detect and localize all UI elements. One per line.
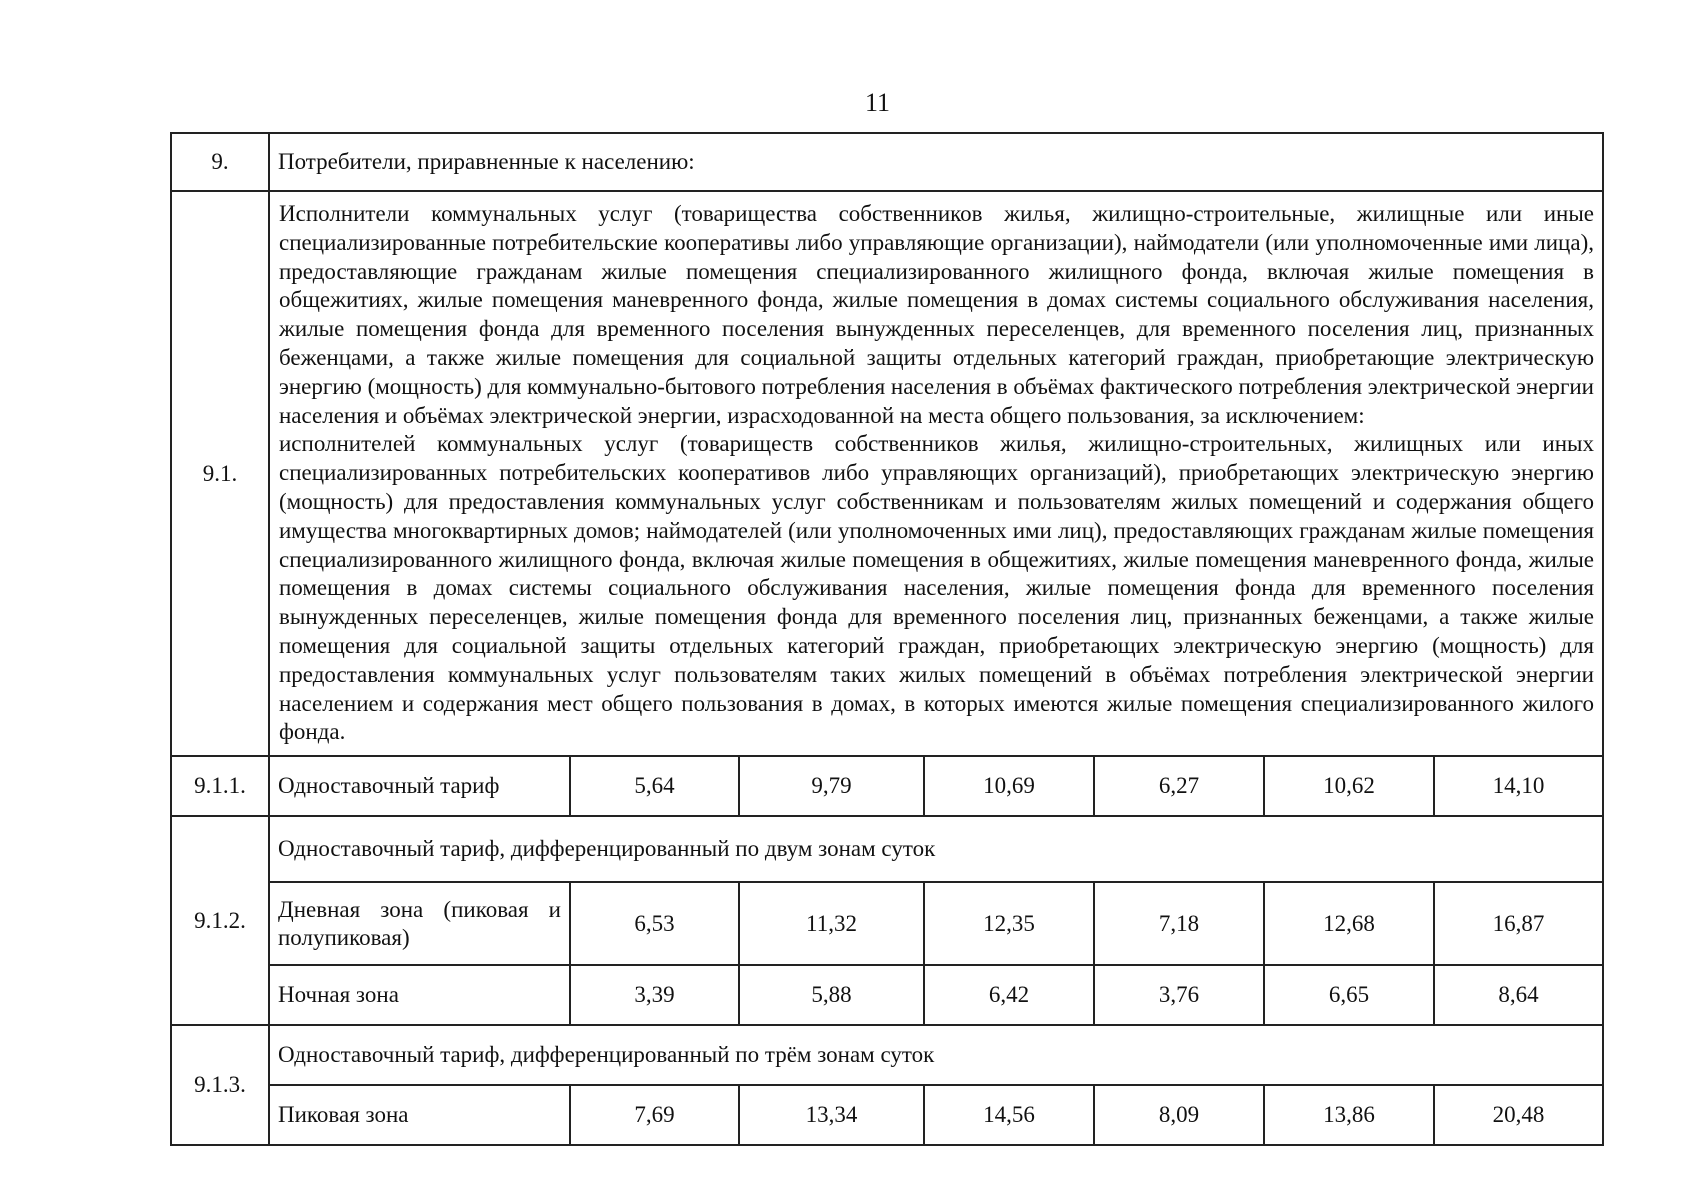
tariff-value: 7,69 bbox=[570, 1085, 739, 1145]
table-row-9-1-2-header bbox=[171, 816, 1603, 882]
tariff-value: 10,62 bbox=[1264, 756, 1434, 816]
page-number: 11 bbox=[864, 88, 891, 117]
tariff-value: 5,64 bbox=[570, 756, 739, 816]
row-label: Пиковая зона bbox=[269, 1085, 570, 1145]
tariff-value: 12,35 bbox=[924, 882, 1094, 965]
tariff-value: 13,34 bbox=[739, 1085, 924, 1145]
tariff-value: 6,27 bbox=[1094, 756, 1264, 816]
tariff-value: 7,18 bbox=[1094, 882, 1264, 965]
table-row-9-1 bbox=[171, 191, 1603, 756]
tariff-value: 20,48 bbox=[1434, 1085, 1603, 1145]
row-label: Одноставочный тариф, дифференцированный по трём зонам суток bbox=[269, 1025, 1603, 1085]
tariff-value: 6,65 bbox=[1264, 965, 1434, 1025]
table-row-9 bbox=[171, 133, 1603, 191]
row-number: 9.1.3. bbox=[171, 1025, 269, 1145]
tariff-value: 3,76 bbox=[1094, 965, 1264, 1025]
table-row-night-zone bbox=[171, 965, 1603, 1025]
tariff-value: 12,68 bbox=[1264, 882, 1434, 965]
table-row-peak-zone bbox=[171, 1085, 1603, 1145]
description-paragraph: исполнителей коммунальных услуг (товариществ собственников жилья, жилищно-строительных, жилищных или иных специализированных потребительских кооперативов либо управляющих организаций), приобретающих электрическую энергию (мощность) для предоставления коммунальных услуг собственникам и пользователям жилых помещений и содержания общего имущества многоквартирных домов; наймодателей (или уполномоченных ими лиц), предоставляющих гражданам жилые помещения специализированного жилищного фонда, включая жилые помещения в общежитиях, жилые помещения маневренного фонда, жилые помещения в домах системы социального обслуживания населения, жилые помещения фонда для временного поселения вынужденных переселенцев, жилые помещения фонда для временного поселения лиц, признанных беженцами, а также жилые помещения для социальной защиты отдельных категорий граждан, приобретающих электрическую энергию (мощность) для предоставления коммунальных услуг пользователям таких жилых помещений в объёмах потребления электрической энергии населением и содержания мест общего пользования в домах, в которых имеются жилые помещения специализированного жилого фонда. bbox=[279, 431, 1594, 745]
row-label: Ночная зона bbox=[269, 965, 570, 1025]
row-number: 9.1. bbox=[171, 191, 269, 756]
tariff-value: 14,10 bbox=[1434, 756, 1603, 816]
tariff-value: 14,56 bbox=[924, 1085, 1094, 1145]
tariff-value: 3,39 bbox=[570, 965, 739, 1025]
row-number: 9.1.2. bbox=[171, 816, 269, 1025]
tariff-value: 5,88 bbox=[739, 965, 924, 1025]
tariff-value: 6,53 bbox=[570, 882, 739, 965]
description-paragraph: Исполнители коммунальных услуг (товарищества собственников жилья, жилищно-строительные, жилищные или иные специализированные потребительские кооперативы либо управляющие организации), наймодатели (или уполномоченные ими лица), предоставляющие гражданам жилые помещения специализированного жилищного фонда, включая жилые помещения в общежитиях, жилые помещения маневренного фонда, жилые помещения в домах системы социального обслуживания населения, жилые помещения фонда для временного поселения вынужденных переселенцев, для временного поселения лиц, признанных беженцами, а также жилые помещения для социальной защиты отдельных категорий граждан, приобретающие электрическую энергию (мощность) для коммунально-бытового потребления населения в объёмах фактического потребления электрической энергии населения и объёмах электрической энергии, израсходованной на места общего пользования, за исключением: bbox=[279, 201, 1594, 428]
tariff-value: 10,69 bbox=[924, 756, 1094, 816]
row-number: 9.1.1. bbox=[171, 756, 269, 816]
table-row-9-1-1 bbox=[171, 756, 1603, 816]
row-label: Дневная зона (пиковая и полупиковая) bbox=[269, 882, 570, 965]
tariff-value: 16,87 bbox=[1434, 882, 1603, 965]
tariff-value: 13,86 bbox=[1264, 1085, 1434, 1145]
tariff-value: 8,64 bbox=[1434, 965, 1603, 1025]
tariff-value: 9,79 bbox=[739, 756, 924, 816]
row-label: Одноставочный тариф bbox=[269, 756, 570, 816]
row-number: 9. bbox=[171, 133, 269, 191]
tariff-table bbox=[170, 132, 1604, 1146]
tariff-value: 8,09 bbox=[1094, 1085, 1264, 1145]
tariff-value: 6,42 bbox=[924, 965, 1094, 1025]
row-description bbox=[269, 191, 1603, 756]
row-label: Одноставочный тариф, дифференцированный по двум зонам суток bbox=[269, 816, 1603, 882]
table-row-9-1-3-header bbox=[171, 1025, 1603, 1085]
table-row-day-zone bbox=[171, 882, 1603, 965]
tariff-value: 11,32 bbox=[739, 882, 924, 965]
row-label: Потребители, приравненные к населению: bbox=[269, 133, 1603, 191]
